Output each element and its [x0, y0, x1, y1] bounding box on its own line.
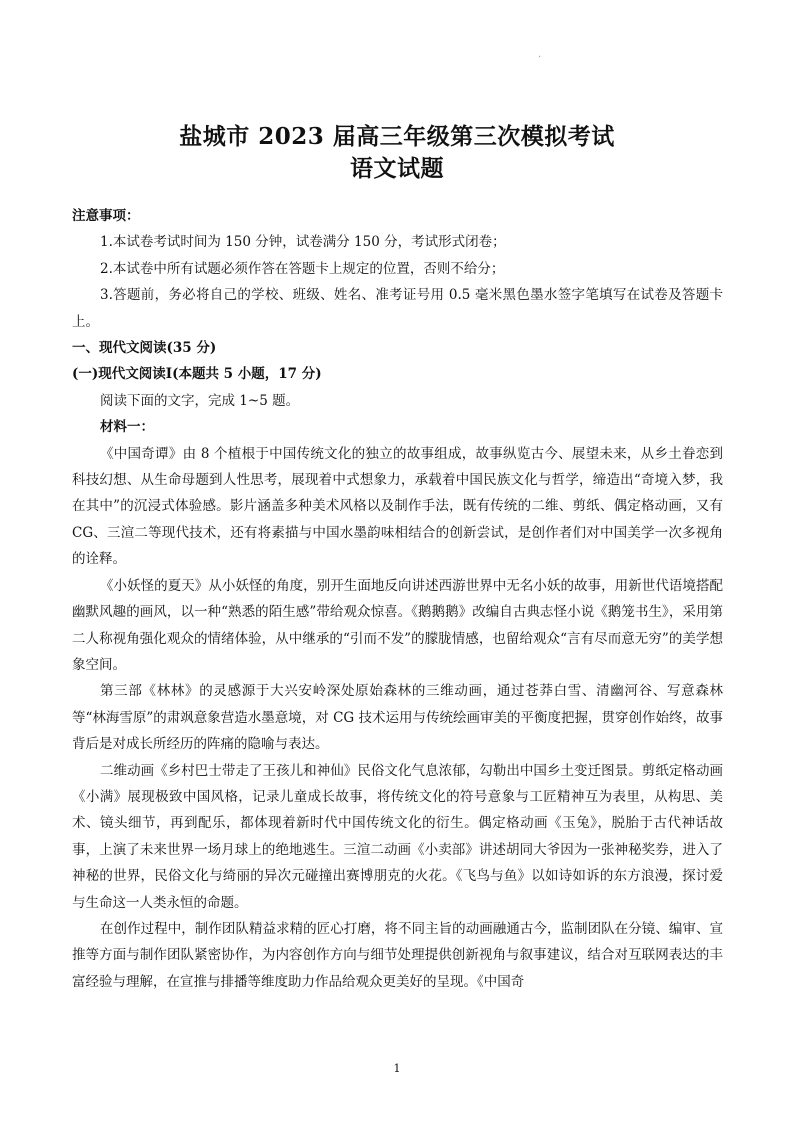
- section-heading: 一、现代文阅读(35 分): [72, 340, 217, 357]
- paragraph-5: 在创作过程中，制作团队精益求精的匠心打磨，将不同主旨的动画融通古今，监制团队在分镜、编审、宣推等方面与制作团队紧密协作，为内容创作方向与细节处理提供创新视角与叙事建议，结合对互联网表达的丰富经验与理解，在宣推与排播等维度助力作品给观众更美好的呈现。《中国奇: [72, 920, 723, 990]
- notice-item-3: 3.答题前，务必将自己的学校、班级、姓名、准考证号用 0.5 毫米黑色墨水签字笔填写在试卷及答题卡上。: [72, 287, 723, 330]
- corner-mark: ·: [538, 52, 542, 63]
- exam-content: [72, 203, 723, 995]
- paragraph-2: 《小妖怪的夏天》从小妖怪的角度，别开生面地反向讲述西游世界中无名小妖的故事，用新世代语境搭配幽默风趣的画风，以一种“熟悉的陌生感”带给观众惊喜。《鹅鹅鹅》改编自古典志怪小说《鹅笼书生》，采用第二人称视角强化观众的情绪体验，从中继承的“引而不发”的朦胧情感，也留给观众“言有尽而意无穷”的美学想象空间。: [72, 577, 723, 673]
- notice-item-1: 1.本试卷考试时间为 150 分钟，试卷满分 150 分，考试形式闭卷；: [100, 234, 506, 251]
- exam-subtitle: 语文试题: [350, 155, 444, 182]
- notice-heading: 注意事项：: [72, 208, 140, 224]
- page-number: 1: [393, 1062, 401, 1075]
- reading-instruction: 阅读下面的文字，完成 1~5 题。: [100, 392, 300, 409]
- notice-item-2: 2.本试卷中所有试题必须作答在答题卡上规定的位置，否则不给分；: [100, 260, 505, 277]
- material-label: 材料一：: [100, 419, 154, 436]
- paragraph-4: 二维动画《乡村巴士带走了王孩儿和神仙》民俗文化气息浓郁，勾勒出中国乡土变迁图景。剪纸定格动画《小满》展现极致中国风格，记录儿童成长故事，将传统文化的符号意象与工匠精神互为表里，从构思、美术、镜头细节，再到配乐，都体现着新时代中国传统文化的衍生。偶定格动画《玉兔》，脱胎于古代神话故事，上演了未来世界一场月球上的绝地逃生。三渲二动画《小卖部》讲述胡同大爷因为一张神秘奖券，进入了神秘的世界，民俗文化与绮丽的异次元碰撞出赛博朋克的火花。《飞鸟与鱼》以如诗如诉的东方浪漫，探讨爱与生命这一人类永恒的命题。: [72, 762, 723, 911]
- exam-title: 盐城市 2023 届高三年级第三次模拟考试: [179, 123, 615, 150]
- paragraph-1: 《中国奇谭》由 8 个植根于中国传统文化的独立的故事组成，故事纵览古今、展望未来，从乡土眷恋到科技幻想、从生命母题到人性思考，展现着中式想象力，承载着中国民族文化与哲学，缔造出“奇境入梦，我在其中”的沉浸式体验感。影片涵盖多种美术风格以及制作手法，既有传统的二维、剪纸、偶定格动画，又有 CG、三渲二等现代技术，还有将素描与中国水墨韵味相结合的创新尝试，是创作者们对中国美学一次多视角的诠释。: [72, 445, 723, 568]
- subsection-heading: (一)现代文阅读Ⅰ(本题共 5 小题，17 分): [72, 366, 322, 383]
- paragraph-3: 第三部《林林》的灵感源于大兴安岭深处原始森林的三维动画，通过苍莽白雪、清幽河谷、写意森林等“林海雪原”的肃飒意象营造水墨意境，对 CG 技术运用与传统绘画审美的平衡度把握，贯穿创作始终，故事背后是对成长所经历的阵痛的隐喻与表达。: [72, 683, 723, 753]
